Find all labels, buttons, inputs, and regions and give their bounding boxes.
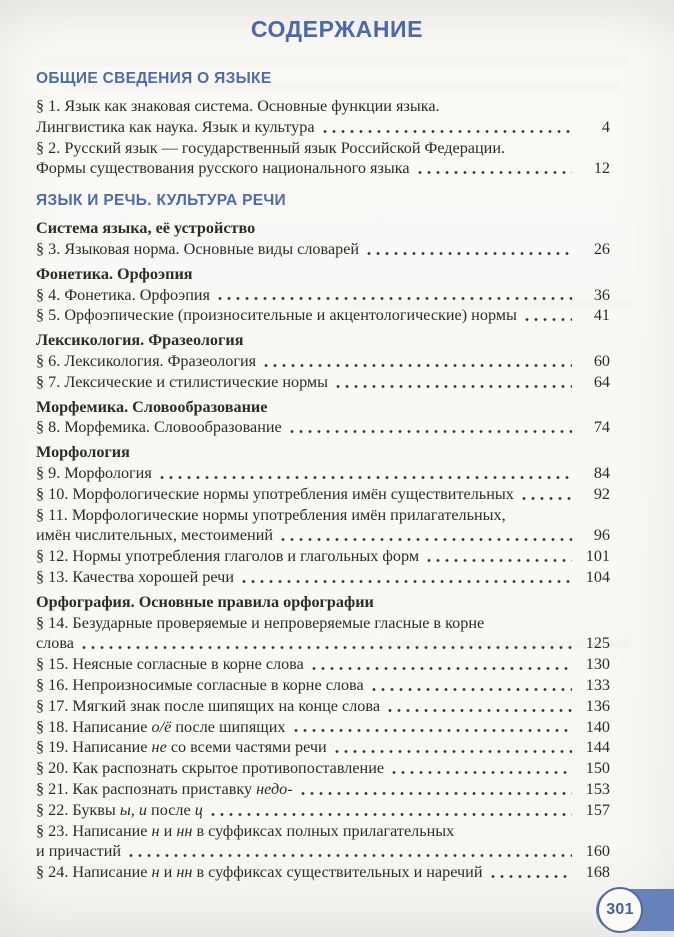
entry-line bbox=[36, 675, 610, 696]
entry-text: § 23. Написание н и нн в суффиксах полных прилагательных bbox=[36, 821, 455, 840]
toc-entry bbox=[36, 654, 610, 675]
page-number: 104 bbox=[585, 567, 610, 586]
dot-leader bbox=[312, 666, 572, 671]
dot-leader bbox=[418, 170, 572, 175]
subsection-heading: Система языка, её устройство bbox=[36, 219, 256, 238]
entry-text: § 19. Написание не со всеми частями речи bbox=[36, 738, 327, 757]
toc-entry bbox=[36, 546, 610, 567]
entry-line bbox=[36, 351, 610, 372]
entry-line bbox=[36, 862, 610, 883]
toc-entry bbox=[36, 484, 610, 505]
toc-entry bbox=[36, 737, 610, 758]
entry-line bbox=[36, 717, 610, 738]
subsection-heading: Морфемика. Словообразование bbox=[36, 397, 268, 416]
entry-text: § 16. Непроизносимые согласные в корне слова bbox=[36, 675, 364, 694]
toc-entry bbox=[36, 696, 610, 717]
entry-text: Формы существования русского национального языка bbox=[36, 159, 410, 178]
page-number: 153 bbox=[585, 779, 610, 798]
entry-line bbox=[36, 285, 610, 306]
toc-entry bbox=[36, 372, 610, 393]
dot-leader bbox=[372, 687, 572, 692]
entry-text: § 5. Орфоэпические (произносительные и акцентологические) нормы bbox=[36, 306, 517, 325]
dot-leader bbox=[82, 645, 572, 650]
dot-leader bbox=[290, 429, 572, 434]
entry-text: § 9. Морфология bbox=[36, 463, 152, 482]
dot-leader bbox=[335, 749, 572, 754]
page-number: 41 bbox=[593, 306, 610, 325]
entry-line bbox=[36, 654, 610, 675]
entry-text: § 13. Качества хорошей речи bbox=[36, 567, 234, 586]
dot-leader bbox=[367, 251, 572, 256]
dot-leader bbox=[160, 475, 572, 480]
page-number: 136 bbox=[585, 696, 610, 715]
entry-text: Лингвистика как наука. Язык и культура bbox=[36, 117, 315, 136]
entry-text: слова bbox=[36, 634, 74, 653]
toc-entry bbox=[36, 567, 610, 588]
page-number-badge bbox=[596, 889, 674, 931]
toc-content bbox=[36, 0, 610, 883]
entry-line bbox=[36, 821, 610, 842]
entry-line bbox=[36, 758, 610, 779]
page-number: 144 bbox=[585, 738, 610, 757]
entry-line bbox=[36, 372, 610, 393]
entry-line bbox=[36, 779, 610, 800]
page-number: 12 bbox=[593, 159, 610, 178]
toc-entry bbox=[36, 417, 610, 438]
dot-leader bbox=[427, 558, 572, 563]
dot-leader bbox=[242, 579, 572, 584]
entry-text: § 21. Как распознать приставку недо- bbox=[36, 779, 293, 798]
dot-leader bbox=[336, 384, 572, 389]
entry-line bbox=[36, 841, 610, 862]
entry-line bbox=[36, 633, 610, 654]
entry-text: имён числительных, местоимений bbox=[36, 526, 274, 545]
page-number: 130 bbox=[585, 655, 610, 674]
entry-text: § 8. Морфемика. Словообразование bbox=[36, 418, 282, 437]
dot-leader bbox=[129, 853, 572, 858]
dot-leader bbox=[525, 317, 572, 322]
toc-entry bbox=[36, 239, 610, 260]
entry-line bbox=[36, 239, 610, 260]
page-number: 92 bbox=[593, 484, 610, 503]
toc-entry bbox=[36, 862, 610, 883]
toc-entry bbox=[36, 717, 610, 738]
page-number: 36 bbox=[593, 285, 610, 304]
dot-leader bbox=[294, 728, 573, 733]
page-number: 74 bbox=[593, 418, 610, 437]
entry-line bbox=[36, 463, 610, 484]
entry-text: § 3. Языковая норма. Основные виды словарей bbox=[36, 239, 360, 258]
entry-line bbox=[36, 546, 610, 567]
toc-entry bbox=[36, 800, 610, 821]
section-heading: ЯЗЫК И РЕЧЬ. КУЛЬТУРА РЕЧИ bbox=[36, 192, 287, 210]
subsection-heading: Морфология bbox=[36, 443, 130, 462]
page-number: 26 bbox=[593, 239, 610, 258]
entry-text: § 24. Написание н и нн в суффиксах существительных и наречий bbox=[36, 863, 483, 882]
entry-text: § 18. Написание о/ё после шипящих bbox=[36, 717, 286, 736]
entry-line bbox=[36, 96, 610, 117]
page-number: 64 bbox=[593, 372, 610, 391]
dot-leader bbox=[323, 129, 572, 134]
entry-text: § 14. Безударные проверяемые и непроверяемые гласные в корне bbox=[36, 613, 485, 632]
page-number: 125 bbox=[585, 634, 610, 653]
dot-leader bbox=[388, 708, 572, 713]
entry-text: § 2. Русский язык — государственный язык Российской Федерации. bbox=[36, 138, 506, 157]
toc-entry bbox=[36, 351, 610, 372]
entry-line bbox=[36, 737, 610, 758]
entry-text: § 22. Буквы ы, и после ц bbox=[36, 800, 203, 819]
dot-leader bbox=[491, 874, 573, 879]
entry-line bbox=[36, 138, 610, 159]
page-number: 160 bbox=[585, 842, 610, 861]
page-title: СОДЕРЖАНИЕ bbox=[250, 16, 424, 42]
entry-line bbox=[36, 567, 610, 588]
dot-leader bbox=[211, 812, 572, 817]
toc-entry bbox=[36, 138, 610, 180]
toc-entry bbox=[36, 463, 610, 484]
page-number: 157 bbox=[585, 800, 610, 819]
entry-line bbox=[36, 696, 610, 717]
toc-entry bbox=[36, 96, 610, 138]
entry-text: § 17. Мягкий знак после шипящих на конце слова bbox=[36, 696, 381, 715]
entry-text: и причастий bbox=[36, 842, 122, 861]
dot-leader bbox=[264, 363, 572, 368]
entry-line bbox=[36, 484, 610, 505]
toc-entry bbox=[36, 613, 610, 655]
page-number: 101 bbox=[585, 547, 610, 566]
page-number: 96 bbox=[593, 526, 610, 545]
dot-leader bbox=[281, 537, 572, 542]
entry-text: § 1. Язык как знаковая система. Основные функции языка. bbox=[36, 97, 440, 115]
badge-number: 301 bbox=[606, 901, 634, 918]
entry-text: § 15. Неясные согласные в корне слова bbox=[36, 655, 304, 674]
entry-text: § 7. Лексические и стилистические нормы bbox=[36, 372, 329, 391]
entry-text: § 12. Нормы употребления глаголов и глагольных форм bbox=[36, 547, 420, 566]
toc-entry bbox=[36, 305, 610, 326]
toc-entry bbox=[36, 285, 610, 306]
page-number: 4 bbox=[601, 117, 610, 136]
entry-text: § 10. Морфологические нормы употребления имён существительных bbox=[36, 484, 514, 503]
subsection-heading: Фонетика. Орфоэпия bbox=[36, 264, 193, 283]
entry-text: § 11. Морфологические нормы употребления имён прилагательных, bbox=[36, 505, 506, 524]
entry-line bbox=[36, 525, 610, 546]
page-number: 168 bbox=[585, 863, 610, 882]
entry-line bbox=[36, 417, 610, 438]
entry-line bbox=[36, 305, 610, 326]
entry-line bbox=[36, 505, 610, 526]
page-number: 150 bbox=[585, 759, 610, 778]
toc-entry bbox=[36, 505, 610, 547]
toc-entry bbox=[36, 675, 610, 696]
entry-text: § 6. Лексикология. Фразеология bbox=[36, 351, 257, 370]
entry-text: § 4. Фонетика. Орфоэпия bbox=[36, 285, 210, 304]
entry-line bbox=[36, 800, 610, 821]
dot-leader bbox=[392, 770, 572, 775]
dot-leader bbox=[522, 496, 572, 501]
dot-leader bbox=[301, 791, 572, 796]
entry-text: § 20. Как распознать скрытое противопоставление bbox=[36, 759, 385, 778]
subsection-heading: Орфография. Основные правила орфографии bbox=[36, 592, 374, 611]
toc bbox=[36, 69, 610, 883]
toc-entry bbox=[36, 758, 610, 779]
toc-entry bbox=[36, 821, 610, 863]
entry-line bbox=[36, 117, 610, 138]
page-number: 133 bbox=[585, 675, 610, 694]
dot-leader bbox=[218, 296, 572, 301]
page-number: 140 bbox=[585, 717, 610, 736]
toc-entry bbox=[36, 779, 610, 800]
page-number: 60 bbox=[593, 351, 610, 370]
entry-line bbox=[36, 613, 610, 634]
entry-line bbox=[36, 158, 610, 179]
page-number: 84 bbox=[593, 463, 610, 482]
badge-circle bbox=[597, 887, 643, 933]
section-heading: ОБЩИЕ СВЕДЕНИЯ О ЯЗЫКЕ bbox=[36, 70, 272, 87]
subsection-heading: Лексикология. Фразеология bbox=[36, 331, 244, 350]
